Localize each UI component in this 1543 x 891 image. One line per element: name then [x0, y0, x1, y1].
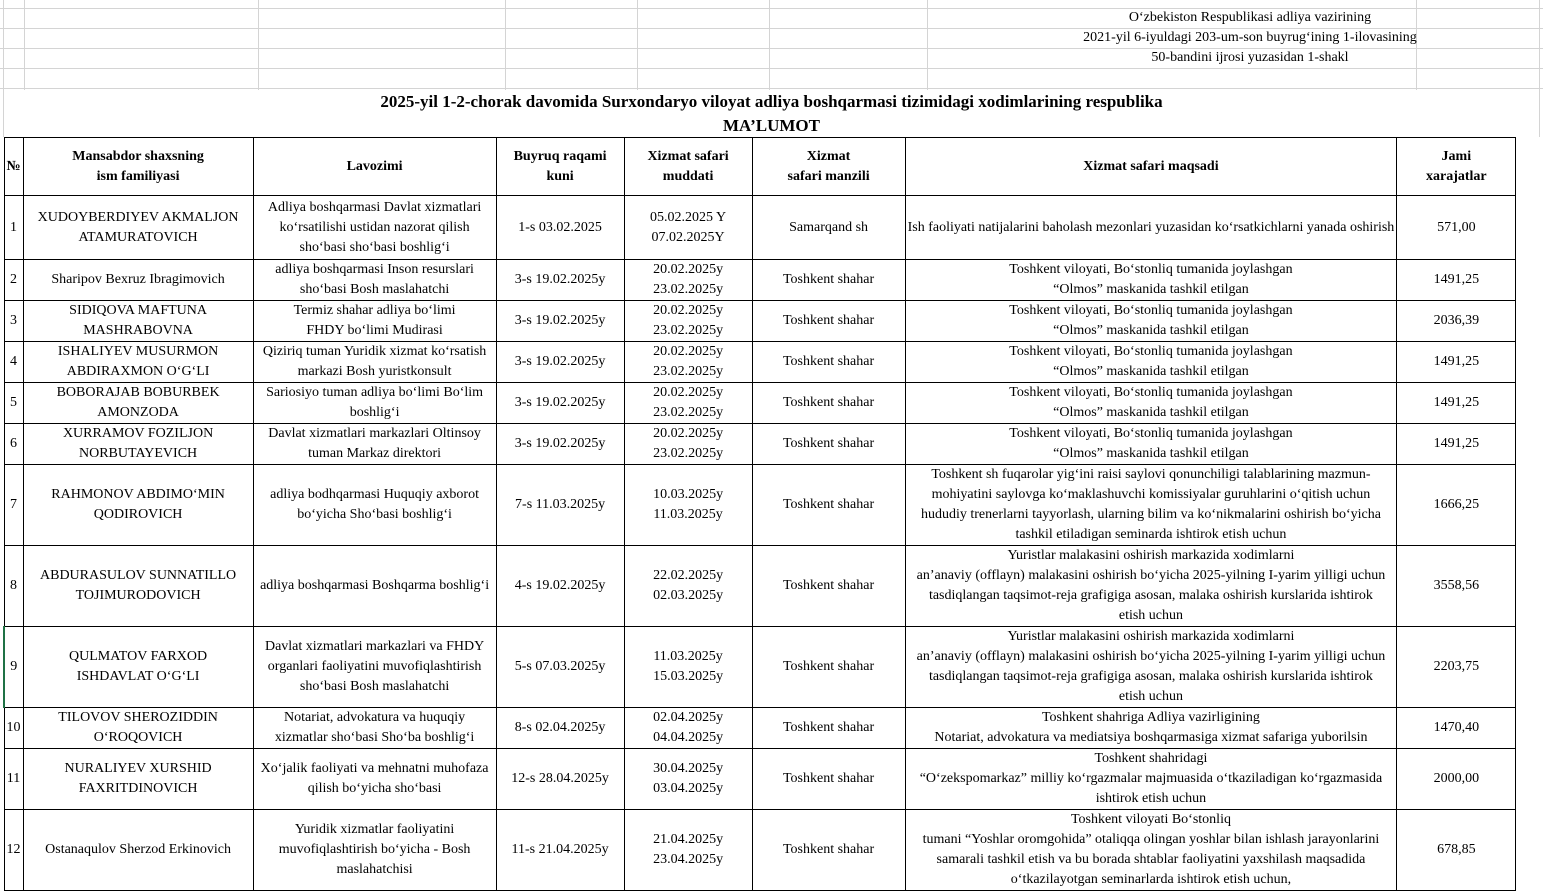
cell-destination[interactable]	[752, 342, 905, 383]
cell-text-line: 11-s 21.04.2025y	[511, 842, 609, 857]
cell-text-line: markazi Bosh yuristkonsult	[297, 364, 452, 379]
cell-text-line: 20.02.2025y	[653, 262, 724, 277]
cell-text-line: ABDURASULOV SUNNATILLO	[40, 568, 237, 583]
header-text: Xizmat	[806, 148, 851, 164]
cell-text-line: “Olmos” maskanida tashkil etilgan	[1053, 446, 1249, 461]
cell-text-line: Toshkent shahridagi	[1094, 751, 1208, 766]
header-total[interactable]	[1397, 138, 1516, 196]
cell-duration[interactable]	[624, 383, 752, 424]
cell-text-line: ko‘rsatilishi ustidan nazorat qilish	[279, 219, 470, 235]
cell-destination[interactable]	[752, 546, 905, 627]
cell-position[interactable]	[253, 749, 496, 810]
cell-text-line: 10.03.2025y	[653, 487, 724, 502]
cell-text-line: 20.02.2025y	[653, 385, 724, 400]
cell-order[interactable]	[496, 196, 624, 260]
table-row	[4, 810, 1516, 891]
cell-total[interactable]	[1397, 383, 1516, 424]
cell-position[interactable]	[253, 342, 496, 383]
cell-destination[interactable]	[752, 260, 905, 301]
cell-text-line: 4	[10, 354, 18, 369]
cell-text-line: Yuristlar malakasini oshirish markazida xodimlarni	[1007, 548, 1295, 563]
cell-text-line: Yuristlar malakasini oshirish markazida xodimlarni	[1007, 629, 1295, 644]
gridline	[927, 0, 928, 90]
cell-text-line: Toshkent shahar	[782, 578, 875, 593]
cell-order[interactable]	[496, 301, 624, 342]
cell-text-line: ISHALIYEV MUSURMON	[57, 344, 219, 359]
cell-text-line: Notariat, advokatura va mediatsiya boshqarmasiga xizmat safariga yuborilsin	[934, 730, 1368, 745]
cell-total[interactable]	[1397, 708, 1516, 749]
header-text: ism familiyasi	[96, 168, 180, 184]
cell-text-line: 1491,25	[1433, 272, 1480, 287]
cell-duration[interactable]	[624, 465, 752, 546]
cell-text-line: Toshkent viloyati, Bo‘stonliq tumanida joylashgan	[1009, 344, 1293, 359]
cell-duration[interactable]	[624, 546, 752, 627]
cell-text-line: Toshkent viloyati, Bo‘stonliq tumanida joylashgan	[1009, 385, 1293, 400]
cell-duration[interactable]	[624, 342, 752, 383]
cell-total[interactable]	[1397, 546, 1516, 627]
cell-text-line: 04.04.2025y	[653, 730, 724, 745]
table-row	[4, 749, 1516, 810]
cell-text-line: 8	[10, 578, 18, 593]
cell-text-line: 23.04.2025y	[653, 852, 724, 867]
cell-name[interactable]	[23, 342, 253, 383]
header-text: safari manzili	[787, 168, 870, 184]
cell-text-line: Adliya boshqarmasi Davlat xizmatlari	[267, 199, 482, 215]
cell-text-line: 12-s 28.04.2025y	[511, 771, 609, 786]
cell-text-line: 02.03.2025y	[653, 588, 724, 603]
cell-text-line: 11.03.2025y	[653, 649, 723, 664]
cell-text-line: FAXRITDINOVICH	[78, 781, 198, 796]
cell-text-line: TOJIMURODOVICH	[75, 588, 201, 603]
cell-text-line: Toshkent viloyati, Bo‘stonliq tumanida joylashgan	[1009, 426, 1293, 441]
cell-text-line: Yuridik xizmatlar faoliyatini	[294, 822, 455, 837]
cell-name[interactable]	[23, 810, 253, 891]
cell-text-line: ABDIRAXMON O‘G‘LI	[66, 364, 210, 379]
cell-number[interactable]	[4, 342, 23, 383]
cell-duration[interactable]	[624, 260, 752, 301]
cell-text-line: tuman Markaz direktori	[308, 446, 442, 461]
cell-text-line: ISHDAVLAT O‘G‘LI	[76, 669, 200, 684]
cell-text-line: ishtirok etish uchun	[1095, 791, 1207, 806]
cell-name[interactable]	[23, 627, 253, 708]
cell-text-line: Toshkent shahar	[782, 436, 875, 451]
cell-text-line: tumani “Yoshlar oromgohida” otaliqqa olingan yoshlar bilan ishlash jarayonlarini	[922, 832, 1380, 847]
cell-text-line: 3558,56	[1433, 578, 1480, 593]
cell-total[interactable]	[1397, 260, 1516, 301]
cell-total[interactable]	[1397, 301, 1516, 342]
cell-purpose[interactable]	[905, 260, 1397, 301]
cell-position[interactable]	[253, 627, 496, 708]
cell-duration[interactable]	[624, 627, 752, 708]
cell-text-line: tashkil etiladigan seminarda ishtirok etish uchun	[1015, 527, 1287, 542]
cell-text-line: XUDOYBERDIYEV AKMALJON	[37, 209, 239, 225]
cell-total[interactable]	[1397, 810, 1516, 891]
cell-text-line: ATAMURATOVICH	[78, 229, 198, 245]
cell-number[interactable]	[4, 196, 23, 260]
cell-number[interactable]	[4, 465, 23, 546]
cell-text-line: “O‘zekspomarkaz” milliy ko‘rgazmalar majmuasida o‘tkaziladigan ko‘rgazmasida	[919, 771, 1383, 786]
cell-name[interactable]	[23, 260, 253, 301]
cell-text-line: Toshkent shahriga Adliya vazirligining	[1041, 710, 1260, 725]
cell-text-line: Xo‘jalik faoliyati va mehnatni muhofaza	[260, 761, 489, 776]
cell-text-line: 3	[10, 313, 18, 328]
cell-text-line: Toshkent shahar	[782, 313, 875, 328]
cell-order[interactable]	[496, 383, 624, 424]
cell-name[interactable]	[23, 708, 253, 749]
cell-order[interactable]	[496, 465, 624, 546]
cell-text-line: Sharipov Bexruz Ibragimovich	[51, 272, 225, 287]
cell-name[interactable]	[23, 196, 253, 260]
cell-purpose[interactable]	[905, 810, 1397, 891]
cell-text-line: RAHMONOV ABDIMO‘MIN	[51, 487, 225, 502]
cell-order[interactable]	[496, 260, 624, 301]
cell-order[interactable]	[496, 708, 624, 749]
cell-text-line: 571,00	[1437, 219, 1476, 235]
cell-text-line: 5-s 07.03.2025y	[514, 659, 606, 674]
cell-total[interactable]	[1397, 342, 1516, 383]
cell-text-line: QODIROVICH	[93, 507, 183, 522]
cell-text-line: 21.04.2025y	[653, 832, 724, 847]
header-position[interactable]: Lavozimi	[253, 138, 496, 196]
cell-duration[interactable]	[624, 810, 752, 891]
cell-purpose[interactable]	[905, 546, 1397, 627]
cell-name[interactable]	[23, 749, 253, 810]
header-destination[interactable]	[752, 138, 905, 196]
cell-text-line: Ish faoliyati natijalarini baholash mezonlari yuzasidan ko‘rsatkichlarni yanada oshirish	[907, 219, 1395, 235]
cell-total[interactable]	[1397, 196, 1516, 260]
cell-text-line: 9	[10, 659, 18, 674]
cell-text-line: etish uchun	[1118, 689, 1184, 704]
appendix-note-line: O‘zbekiston Respublikasi adliya vazirining	[1128, 10, 1372, 25]
cell-text-line: muvofiqlashtirish bo‘yicha - Bosh	[278, 842, 471, 857]
cell-text-line: boshlig‘i	[349, 405, 400, 420]
cell-text-line: 22.02.2025y	[653, 568, 724, 583]
cell-text-line: 3-s 19.02.2025y	[514, 436, 606, 451]
cell-text-line: Toshkent viloyati Bo‘stonliq	[1070, 812, 1231, 827]
cell-text-line: 12	[6, 842, 21, 857]
header-duration[interactable]	[624, 138, 752, 196]
header-text: xarajatlar	[1425, 168, 1487, 184]
cell-duration[interactable]	[624, 708, 752, 749]
cell-number[interactable]	[4, 708, 23, 749]
cell-text-line: 2	[10, 272, 18, 287]
cell-number[interactable]	[4, 383, 23, 424]
cell-position[interactable]	[253, 424, 496, 465]
cell-position[interactable]	[253, 810, 496, 891]
appendix-note-line: 2021-yil 6-iyuldagi 203-um-son buyrug‘ining 1-ilovasining	[1083, 30, 1417, 45]
cell-text-line: NURALIYEV XURSHID	[64, 761, 212, 776]
cell-purpose[interactable]	[905, 301, 1397, 342]
cell-destination[interactable]	[752, 301, 905, 342]
cell-text-line: Toshkent viloyati, Bo‘stonliq tumanida joylashgan	[1009, 303, 1293, 318]
cell-number[interactable]	[4, 546, 23, 627]
cell-total[interactable]	[1397, 749, 1516, 810]
cell-name[interactable]	[23, 465, 253, 546]
cell-text-line: 23.02.2025y	[653, 446, 724, 461]
cell-text-line: sho‘basi Bosh maslahatchi	[299, 679, 450, 694]
cell-text-line: organlari faoliyatini muvofiqlashtirish	[267, 659, 482, 674]
cell-text-line: Toshkent shahar	[782, 354, 875, 369]
cell-text-line: Toshkent shahar	[782, 272, 875, 287]
cell-purpose[interactable]	[905, 749, 1397, 810]
cell-total[interactable]	[1397, 465, 1516, 546]
cell-text-line: 02.04.2025y	[653, 710, 724, 725]
cell-position[interactable]	[253, 260, 496, 301]
cell-destination[interactable]	[752, 424, 905, 465]
table-row	[4, 342, 1516, 383]
cell-text-line: Notariat, advokatura va huquqiy	[283, 710, 466, 725]
cell-text-line: 2203,75	[1433, 659, 1480, 674]
cell-text-line: maslahatchisi	[336, 862, 413, 877]
gridline	[637, 0, 638, 90]
header-text: Xizmat safari	[647, 148, 729, 164]
cell-text-line: an’anaviy (offlayn) malakasini oshirish bo‘yicha 2025-yilning I-yarim yilligi uchun	[916, 649, 1386, 664]
cell-text-line: MASHRABOVNA	[83, 323, 193, 338]
cell-destination[interactable]	[752, 810, 905, 891]
gridline	[505, 0, 506, 90]
cell-text-line: tasdiqlangan taqsimot-reja grafigiga asosan, malaka oshirish kurslarida ishtirok	[928, 588, 1373, 603]
cell-order[interactable]	[496, 749, 624, 810]
cell-purpose[interactable]	[905, 342, 1397, 383]
cell-text-line: QULMATOV FARXOD	[69, 649, 208, 664]
header-text: Mansabdor shaxsning	[72, 148, 204, 164]
cell-duration[interactable]	[624, 196, 752, 260]
cell-name[interactable]	[23, 546, 253, 627]
header-number[interactable]: №	[4, 138, 23, 196]
cell-text-line: 07.02.2025Y	[651, 229, 725, 245]
cell-text-line: an’anaviy (offlayn) malakasini oshirish bo‘yicha 2025-yilning I-yarim yilligi uchun	[916, 568, 1386, 583]
cell-text-line: bo‘yicha Sho‘basi boshlig‘i	[297, 507, 452, 522]
cell-text-line: sho‘basi Bosh maslahatchi	[299, 282, 450, 297]
cell-text-line: 11	[6, 771, 21, 786]
business-trip-table	[3, 137, 1516, 891]
cell-text-line: mohiyatini saylovga ko‘maklashuvchi komissiyalar guruhlarini o‘qitish uchun	[931, 487, 1371, 502]
cell-number[interactable]	[4, 810, 23, 891]
gridline	[258, 0, 259, 90]
table-row	[4, 708, 1516, 749]
header-order[interactable]: Buyruq raqami kuni	[496, 138, 624, 196]
cell-destination[interactable]	[752, 196, 905, 260]
cell-number[interactable]	[4, 424, 23, 465]
cell-text-line: o‘tkazilayotgan seminarlarda ishtirok etish uchun,	[1010, 872, 1292, 887]
cell-text-line: 2000,00	[1433, 771, 1480, 786]
cell-text-line: Toshkent shahar	[782, 771, 875, 786]
cell-position[interactable]	[253, 465, 496, 546]
cell-text-line: xizmatlar sho‘basi Sho‘ba boshlig‘i	[274, 730, 475, 745]
cell-purpose[interactable]	[905, 383, 1397, 424]
gridline	[24, 0, 25, 90]
table-row	[4, 627, 1516, 708]
cell-position[interactable]	[253, 708, 496, 749]
cell-text-line: 23.02.2025y	[653, 282, 724, 297]
cell-number[interactable]	[4, 260, 23, 301]
cell-text-line: samarali tashkil etish va bu borada shtablar faoliyatini yaxshilash maqsadida	[936, 852, 1366, 867]
cell-position[interactable]	[253, 301, 496, 342]
cell-text-line: 7	[10, 497, 18, 512]
cell-duration[interactable]	[624, 424, 752, 465]
cell-total[interactable]	[1397, 627, 1516, 708]
cell-destination[interactable]	[752, 627, 905, 708]
cell-text-line: adliya bodhqarmasi Huquqiy axborot	[270, 487, 479, 502]
cell-text-line: Toshkent viloyati, Bo‘stonliq tumanida joylashgan	[1009, 262, 1293, 277]
table-row	[4, 383, 1516, 424]
cell-text-line: “Olmos” maskanida tashkil etilgan	[1053, 323, 1249, 338]
cell-text-line: “Olmos” maskanida tashkil etilgan	[1053, 364, 1249, 379]
cell-text-line: 05.02.2025 Y	[650, 209, 727, 225]
cell-text-line: Samarqand sh	[789, 219, 869, 235]
cell-text-line: tasdiqlangan taqsimot-reja grafigiga asosan, malaka oshirish kurslarida ishtirok	[928, 669, 1373, 684]
cell-purpose[interactable]	[905, 465, 1397, 546]
cell-text-line: 1666,25	[1433, 497, 1480, 512]
cell-text-line: Toshkent shahar	[782, 720, 875, 735]
cell-text-line: 3-s 19.02.2025y	[514, 354, 606, 369]
cell-text-line: sho‘basi sho‘basi boshlig‘i	[299, 239, 450, 255]
cell-duration[interactable]	[624, 749, 752, 810]
cell-text-line: XURRAMOV FOZILJON	[62, 426, 214, 441]
cell-order[interactable]	[496, 810, 624, 891]
cell-text-line: Toshkent shahar	[782, 395, 875, 410]
cell-text-line: etish uchun	[1118, 608, 1184, 623]
cell-text-line: Termiz shahar adliya bo‘limi	[293, 303, 456, 318]
cell-name[interactable]	[23, 301, 253, 342]
cell-order[interactable]	[496, 342, 624, 383]
cell-text-line: 23.02.2025y	[653, 323, 724, 338]
cell-order[interactable]	[496, 546, 624, 627]
cell-text-line: AMONZODA	[97, 405, 179, 420]
table-row	[4, 301, 1516, 342]
header-name[interactable]	[23, 138, 253, 196]
cell-text-line: 678,85	[1437, 842, 1476, 857]
gridline	[0, 88, 1543, 89]
cell-text-line: Davlat xizmatlari markazlari Oltinsoy	[268, 426, 481, 441]
cell-text-line: SIDIQOVA MAFTUNA	[69, 303, 207, 318]
cell-text-line: 8-s 02.04.2025y	[514, 720, 606, 735]
cell-text-line: hududiy trenerlarni tayyorlash, ularning bilim va ko‘nikmalarini oshirish bo‘yicha	[920, 507, 1381, 522]
cell-text-line: 20.02.2025y	[653, 426, 724, 441]
cell-name[interactable]	[23, 424, 253, 465]
cell-text-line: O‘ROQOVICH	[93, 730, 183, 745]
cell-text-line: 1470,40	[1433, 720, 1480, 735]
cell-text-line: FHDY bo‘limi Mudirasi	[306, 323, 443, 338]
cell-text-line: “Olmos” maskanida tashkil etilgan	[1053, 282, 1249, 297]
cell-text-line: 1-s 03.02.2025	[518, 219, 602, 235]
cell-text-line: 10	[6, 720, 21, 735]
cell-position[interactable]	[253, 196, 496, 260]
cell-text-line: Davlat xizmatlari markazlari va FHDY	[264, 639, 485, 654]
report-title: 2025-yil 1-2-chorak davomida Surxondaryo viloyat adliya boshqarmasi tizimidagi xodimlarining respublika	[380, 92, 1163, 111]
cell-text-line: Ostanaqulov Sherzod Erkinovich	[45, 842, 231, 857]
cell-text-line: 7-s 11.03.2025y	[515, 497, 606, 512]
cell-text-line: Toshkent shahar	[782, 659, 875, 674]
cell-text-line: TILOVOV SHEROZIDDIN	[58, 710, 218, 725]
cell-destination[interactable]	[752, 465, 905, 546]
table-row	[4, 424, 1516, 465]
header-purpose[interactable]: Xizmat safari maqsadi	[905, 138, 1397, 196]
appendix-note-line: 50-bandini ijrosi yuzasidan 1-shakl	[1151, 50, 1349, 65]
gridline	[769, 0, 770, 90]
cell-purpose[interactable]	[905, 627, 1397, 708]
header-text: muddati	[662, 168, 714, 184]
table-row	[4, 260, 1516, 301]
cell-purpose[interactable]	[905, 708, 1397, 749]
cell-number[interactable]	[4, 749, 23, 810]
cell-text-line: 03.04.2025y	[653, 781, 724, 796]
cell-text-line: Toshkent sh fuqarolar yig‘ini raisi saylovi qonunchiligi talablarining mazmun-	[931, 467, 1371, 482]
cell-text-line: 3-s 19.02.2025y	[514, 395, 606, 410]
cell-position[interactable]	[253, 383, 496, 424]
cell-name[interactable]	[23, 383, 253, 424]
cell-text-line: 23.02.2025y	[653, 364, 724, 379]
cell-total[interactable]	[1397, 424, 1516, 465]
cell-text-line: 3-s 19.02.2025y	[514, 272, 606, 287]
gridline	[0, 68, 1543, 69]
cell-text-line: 3-s 19.02.2025y	[514, 313, 606, 328]
cell-text-line: Toshkent shahar	[782, 842, 875, 857]
cell-text-line: 23.02.2025y	[653, 405, 724, 420]
table-row	[4, 465, 1516, 546]
cell-order[interactable]	[496, 627, 624, 708]
cell-destination[interactable]	[752, 383, 905, 424]
cell-text-line: “Olmos” maskanida tashkil etilgan	[1053, 405, 1249, 420]
cell-text-line: 15.03.2025y	[653, 669, 724, 684]
cell-text-line: 30.04.2025y	[653, 761, 724, 776]
table-row	[4, 546, 1516, 627]
cell-position[interactable]	[253, 546, 496, 627]
cell-purpose[interactable]	[905, 196, 1397, 260]
cell-order[interactable]	[496, 424, 624, 465]
cell-destination[interactable]	[752, 749, 905, 810]
cell-text-line: BOBORAJAB BOBURBEK	[56, 385, 220, 400]
cell-destination[interactable]	[752, 708, 905, 749]
cell-text-line: 1	[10, 219, 18, 235]
cell-text-line: 1491,25	[1433, 354, 1480, 369]
cell-text-line: Qiziriq tuman Yuridik xizmat ko‘rsatish	[262, 344, 487, 359]
cell-number[interactable]	[4, 301, 23, 342]
cell-duration[interactable]	[624, 301, 752, 342]
cell-number[interactable]	[4, 627, 23, 708]
cell-text-line: 1491,25	[1433, 436, 1480, 451]
cell-text-line: NORBUTAYEVICH	[79, 446, 198, 461]
table-header-row	[4, 138, 1516, 196]
cell-text-line: 20.02.2025y	[653, 303, 724, 318]
cell-text-line: 11.03.2025y	[653, 507, 723, 522]
cell-text-line: Toshkent shahar	[782, 497, 875, 512]
cell-text-line: 4-s 19.02.2025y	[514, 578, 606, 593]
cell-text-line: qilish bo‘yicha sho‘basi	[307, 781, 442, 796]
report-subtitle: MA’LUMOT	[723, 116, 820, 135]
cell-text-line: adliya boshqarmasi Boshqarma boshlig‘i	[260, 578, 490, 593]
cell-text-line: 2036,39	[1433, 313, 1480, 328]
cell-text-line: 5	[10, 395, 18, 410]
table-row	[4, 196, 1516, 260]
cell-text-line: 6	[10, 436, 18, 451]
cell-text-line: Sariosiyo tuman adliya bo‘limi Bo‘lim	[266, 385, 484, 400]
cell-text-line: 1491,25	[1433, 395, 1480, 410]
cell-text-line: 20.02.2025y	[653, 344, 724, 359]
cell-text-line: adliya boshqarmasi Inson resurslari	[275, 262, 474, 277]
header-text: Jami	[1441, 148, 1472, 164]
cell-purpose[interactable]	[905, 424, 1397, 465]
